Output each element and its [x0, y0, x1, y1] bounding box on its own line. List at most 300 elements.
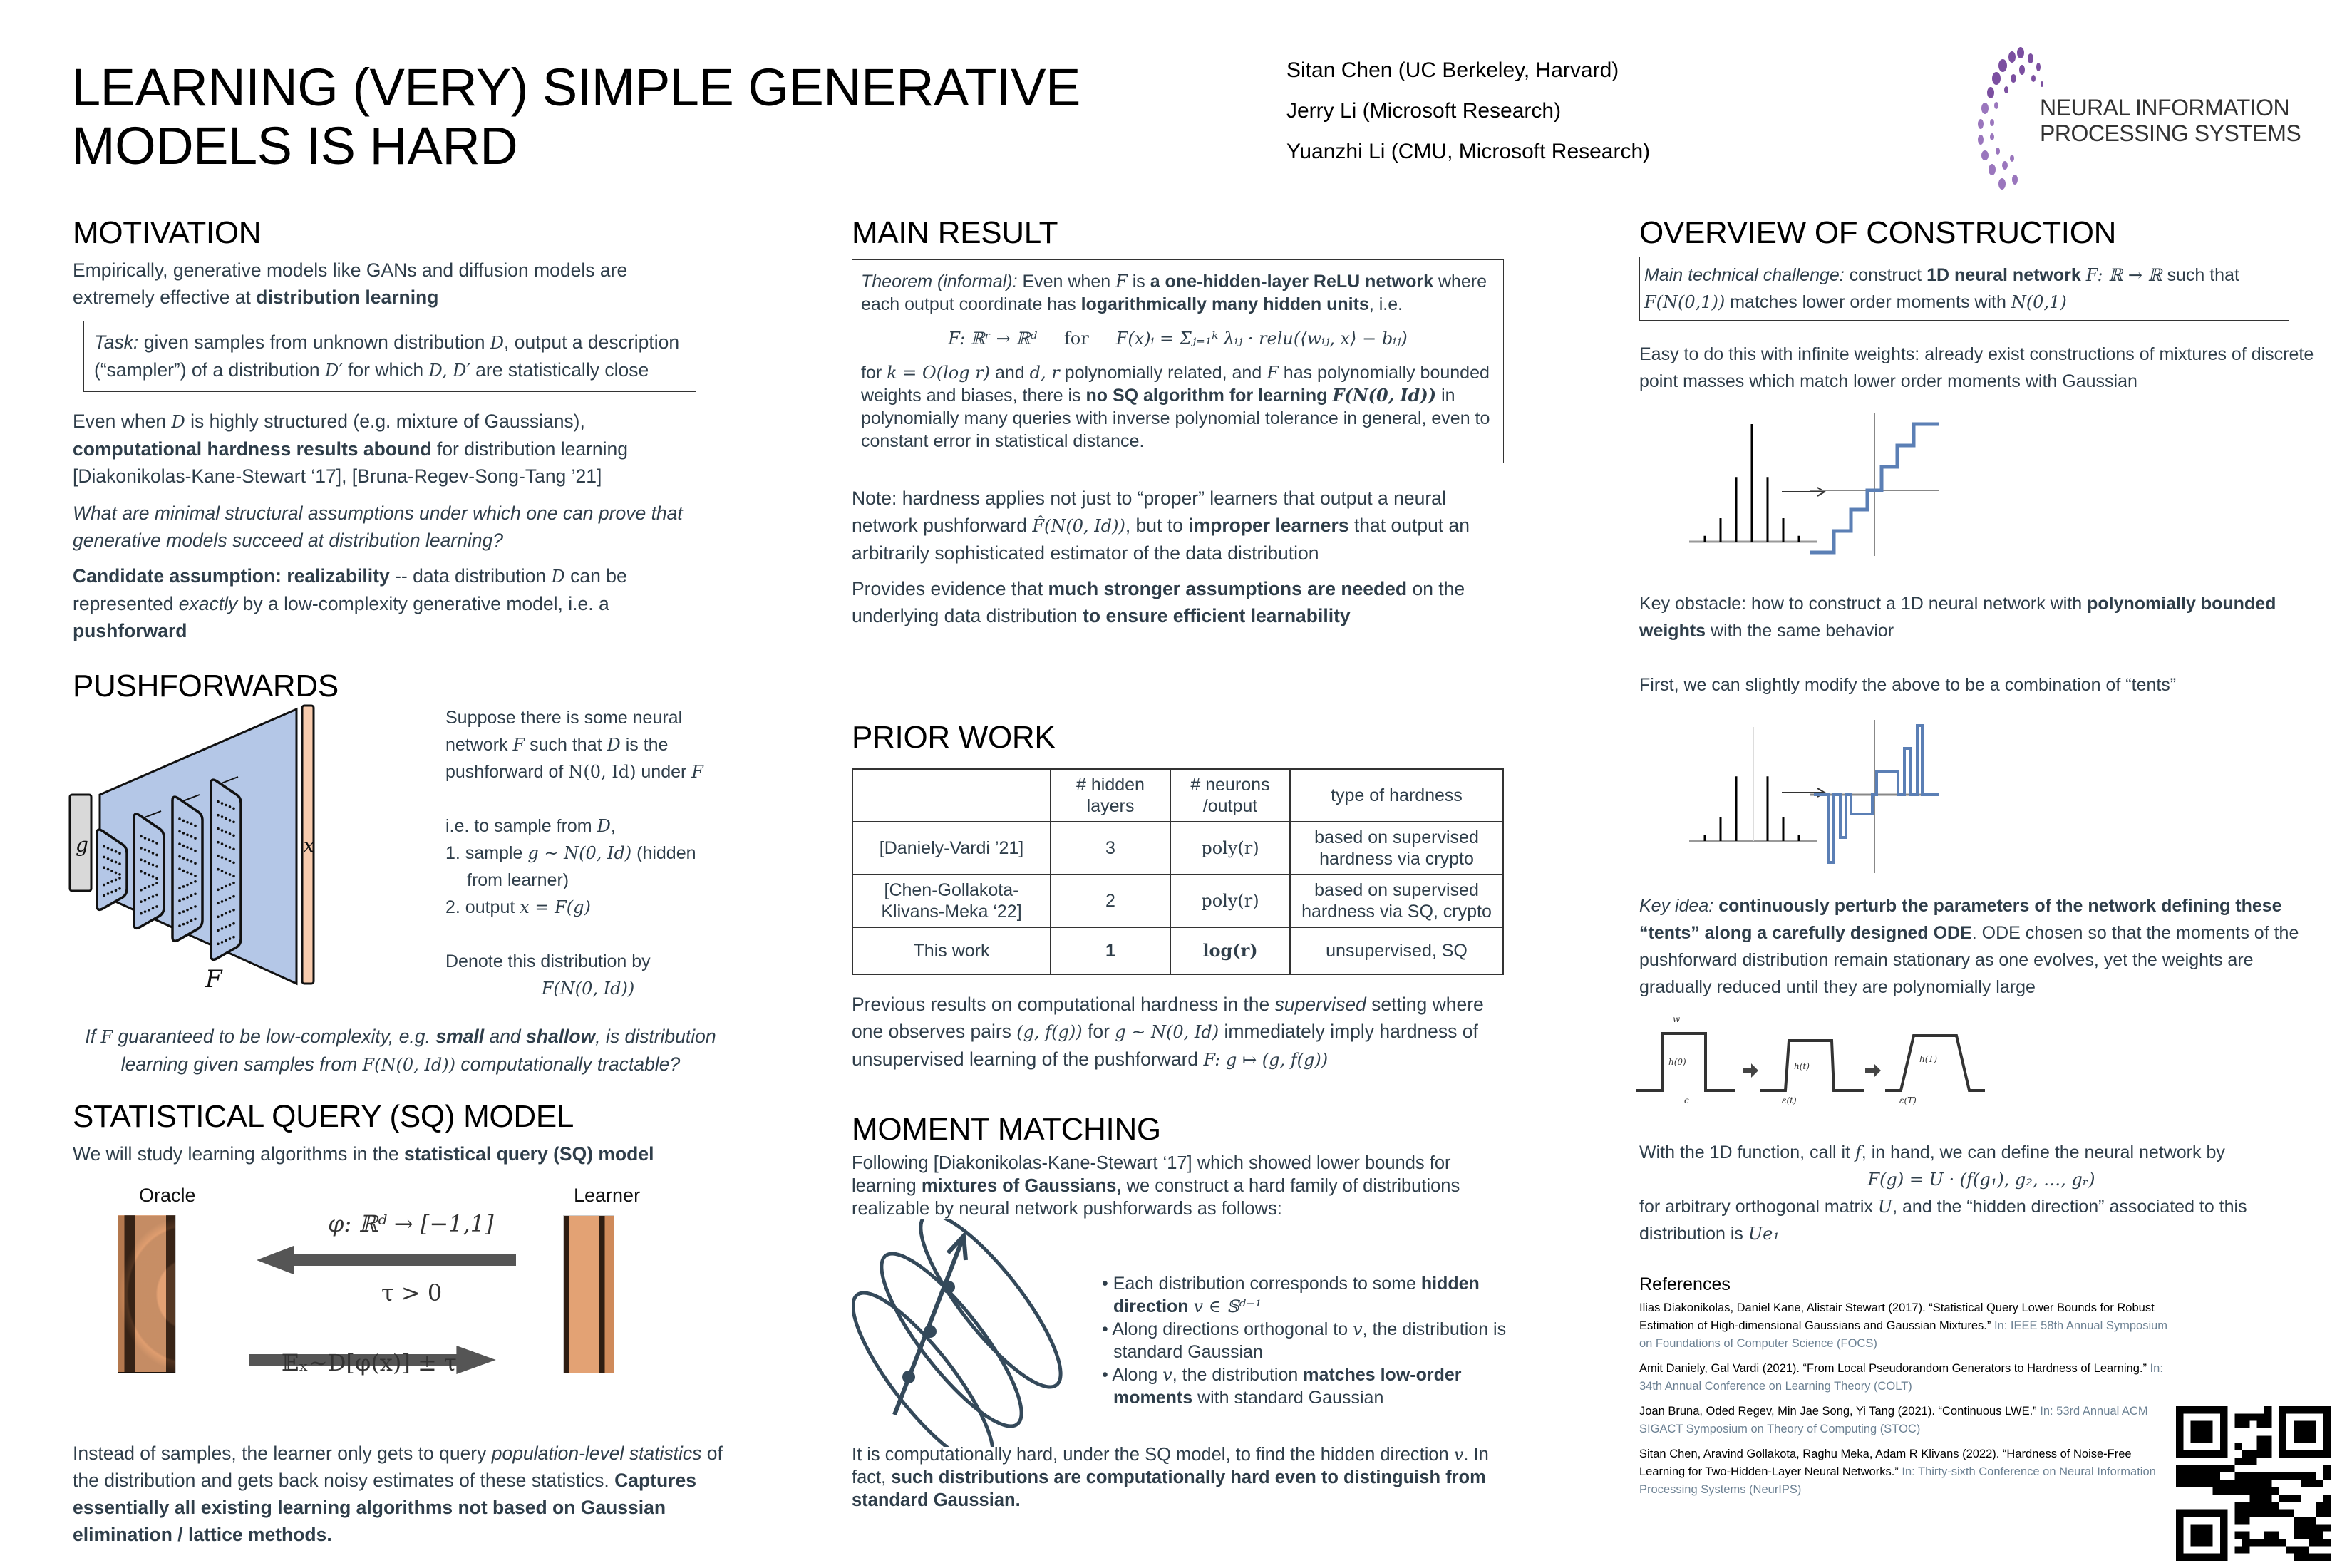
neuron-dot	[148, 909, 150, 912]
references	[1639, 1276, 2170, 1506]
qr-module	[2309, 1480, 2316, 1487]
neuron-dot	[194, 862, 197, 865]
neuron-dot	[229, 937, 232, 940]
neuron-dot	[178, 887, 181, 890]
qr-module	[2257, 1435, 2264, 1443]
neuron-dot	[144, 848, 147, 851]
qr-module	[2286, 1546, 2294, 1553]
qr-module	[2323, 1539, 2331, 1546]
qr-module	[2176, 1472, 2183, 1480]
sq-intro: We will study learning algorithms in the statistical query (SQ) model	[73, 1143, 654, 1165]
label-F: F	[205, 965, 222, 994]
qr-module	[2227, 1480, 2234, 1487]
neuron-dot	[144, 887, 147, 890]
moment-matching-conclusion: It is computationally hard, under the SQ model, to find the hidden direction v. In fact, such distributions are computationally hard even to distinguish from standard Gaussian.	[852, 1445, 1489, 1510]
neuron-dot	[217, 855, 220, 857]
qr-code-icon[interactable]	[2176, 1406, 2331, 1561]
qr-module	[2242, 1546, 2249, 1553]
qr-module	[2257, 1472, 2264, 1480]
reference-item: Joan Bruna, Oded Regev, Min Jae Song, Yi Tang (2021). “Continuous LWE.” In: 53rd Annual ACM SIGACT Symposium on Theory of Computing (STOC)	[1639, 1405, 2148, 1435]
neuron-dot	[190, 847, 193, 850]
neuron-dot	[178, 912, 181, 915]
neuron-dot	[144, 899, 147, 902]
neuron-dot	[225, 845, 227, 847]
neuron-dot	[190, 894, 193, 897]
qr-module	[2249, 1472, 2256, 1480]
neuron-dot	[182, 885, 185, 888]
neuron-dot	[107, 882, 110, 884]
evolution-arrows	[1743, 1063, 1881, 1078]
qr-module	[2294, 1495, 2301, 1502]
neuron-dot	[194, 880, 197, 883]
neuron-dot	[194, 850, 197, 852]
table-row: [Chen-Gollakota-Klivans-Meka ‘22] 2 poly(r) based on supervised hardness via SQ, crypto	[852, 875, 1503, 927]
qr-module	[2242, 1472, 2249, 1480]
moment-matching-intro: Following [Diakonikolas-Kane-Stewart ‘17] which showed lower bounds for learning mixtures of Gaussians, we construct a hard family of distributions realizable by neural network pushforwards as follows:	[852, 1153, 1460, 1219]
neuron-dot	[110, 859, 113, 862]
section-heading: PRIOR WORK	[852, 720, 1056, 755]
qr-module	[2309, 1539, 2316, 1546]
neuron-dot	[118, 887, 121, 890]
neuron-dot	[107, 857, 110, 860]
author: Yuanzhi Li (CMU, Microsoft Research)	[1286, 140, 1651, 163]
qr-module	[2301, 1532, 2309, 1539]
neuron-dot	[186, 846, 189, 849]
neuron-dot	[103, 845, 105, 848]
neuron-dot	[225, 939, 227, 942]
query-answer: 𝔼ₓ∼D[φ(x)] ± τ	[282, 1349, 457, 1376]
neuron-dot	[190, 882, 193, 884]
qr-module	[2257, 1495, 2264, 1502]
qr-module	[2294, 1546, 2301, 1553]
qr-module	[2279, 1510, 2286, 1517]
neuron-dot	[221, 856, 224, 859]
neuron-dot	[225, 885, 227, 888]
neuron-dot	[194, 837, 197, 840]
neuron-dot	[178, 867, 181, 870]
query-function: φ: ℝᵈ → [−1,1]	[328, 1210, 494, 1237]
qr-module	[2257, 1443, 2264, 1450]
neuron-dot	[152, 840, 155, 843]
sq-arrows	[249, 1212, 549, 1411]
neuron-dot	[221, 914, 224, 917]
neuron-dot	[118, 862, 121, 865]
qr-module	[2257, 1450, 2264, 1458]
neuron-dot	[152, 875, 155, 878]
qr-module	[2294, 1517, 2301, 1524]
neuron-dot	[155, 842, 158, 845]
qr-module	[2213, 1472, 2220, 1480]
qr-module	[2271, 1532, 2279, 1539]
neuron-dot	[225, 926, 227, 929]
step-2: 2. output x = F(g)	[445, 897, 591, 917]
neuron-dot	[232, 808, 235, 810]
neuron-dot	[229, 819, 232, 822]
svg-text:ε(T): ε(T)	[1899, 1095, 1917, 1105]
qr-module	[2309, 1554, 2316, 1561]
neuron-dot	[232, 862, 235, 865]
neuron-dot	[152, 895, 155, 898]
section-overview	[1639, 215, 2323, 395]
qr-module	[2264, 1472, 2271, 1480]
neuron-dot	[178, 855, 181, 858]
neuron-dot	[225, 858, 227, 861]
qr-module	[2257, 1539, 2264, 1546]
qr-module	[2301, 1546, 2309, 1553]
learner-image	[563, 1215, 614, 1373]
neuron-dot	[232, 821, 235, 824]
neuron-dot	[232, 909, 235, 912]
qr-module	[2242, 1458, 2249, 1465]
qr-finder	[2294, 1421, 2316, 1443]
neuron-dot	[232, 848, 235, 851]
neuron-dot	[190, 907, 193, 909]
qr-module	[2316, 1502, 2323, 1509]
neuron-dot	[229, 805, 232, 808]
neuron-dot	[118, 852, 121, 855]
qr-module	[2220, 1480, 2227, 1487]
neuron-dot	[225, 817, 227, 820]
tent-evolution-diagram	[1636, 1012, 2341, 1126]
qr-module	[2198, 1465, 2205, 1472]
neuron-dot	[229, 873, 232, 876]
neuron-dot	[232, 882, 235, 884]
qr-module	[2264, 1480, 2271, 1487]
neuron-dot	[178, 899, 181, 902]
table-row: [Daniely-Vardi ’21] 3 poly(r) based on supervised hardness via crypto	[852, 822, 1503, 875]
qr-module	[2301, 1554, 2309, 1561]
neuron-dot	[144, 872, 147, 875]
qr-module	[2235, 1510, 2242, 1517]
section-heading: OVERVIEW OF CONSTRUCTION	[1639, 215, 2117, 250]
qr-module	[2242, 1480, 2249, 1487]
qr-module	[2323, 1524, 2331, 1531]
neuron-dot	[229, 910, 232, 913]
hardness-paragraph: Even when D is highly structured (e.g. mixture of Gaussians), computational hardness results abound for distribution learning [Diakonikolas-Kane-Stewart ‘17], [Bruna-Regev-Song-Tang ’21]	[73, 411, 629, 487]
qr-module	[2191, 1465, 2198, 1472]
qr-module	[2242, 1532, 2249, 1539]
author: Jerry Li (Microsoft Research)	[1286, 99, 1562, 123]
author: Sitan Chen (UC Berkeley, Harvard)	[1286, 58, 1619, 82]
qr-module	[2279, 1472, 2286, 1480]
qr-module	[2301, 1524, 2309, 1531]
neuron-dot	[110, 870, 113, 872]
neuron-dot	[140, 889, 143, 892]
neuron-dot	[190, 835, 193, 838]
neuron-dot	[115, 889, 118, 892]
neuron-dot	[190, 860, 193, 863]
neuron-dot	[186, 834, 189, 837]
network-equation: F(g) = U · (f(g₁), g₂, …, gᵣ)	[1867, 1170, 2095, 1190]
neuron-dot	[232, 875, 235, 878]
section-heading: MOTIVATION	[73, 215, 262, 250]
neuron-dot	[148, 838, 150, 841]
logo-text: NEURAL INFORMATION PROCESSING SYSTEMS	[2040, 95, 2301, 146]
neuron-dot	[115, 861, 118, 864]
neuron-dot	[182, 910, 185, 913]
neuron-dot	[232, 835, 235, 837]
qr-module	[2235, 1502, 2242, 1509]
qr-module	[2286, 1472, 2294, 1480]
qr-module	[2183, 1480, 2190, 1487]
neuron-dot	[155, 882, 158, 884]
sq-explanation: Instead of samples, the learner only gets to query population-level statistics of the distribution and gets back noisy estimates of these statistics. Captures essentially all existing learning algorithms not based on Gaussian elimination / lattice methods.	[73, 1443, 723, 1545]
neuron-dot	[225, 804, 227, 807]
infinite-weights-note: Easy to do this with infinite weights: already exist constructions of mixtures of discrete point masses which match lower order moments with Gaussian	[1639, 344, 2314, 391]
qr-module	[2257, 1487, 2264, 1495]
neuron-dot	[148, 862, 150, 865]
svg-text:h(0): h(0)	[1668, 1057, 1686, 1067]
qr-module	[2271, 1472, 2279, 1480]
qr-module	[2264, 1532, 2271, 1539]
svg-text:h(T): h(T)	[1919, 1054, 1938, 1064]
table-header-row: # hidden layers # neurons /output type of hardness	[852, 769, 1503, 822]
pushforward-explanation: Suppose there is some neural network F such that D is the pushforward of N(0, Id) under F i.e. to sample from D, 1. sample g ~ N(0, Id) (hidden from learner) 2. output x = F(g) Denote this distribution by F(N(0, Id))	[445, 704, 731, 1002]
qr-module	[2249, 1480, 2256, 1487]
qr-module	[2294, 1524, 2301, 1531]
neuron-dot	[115, 850, 118, 853]
step-1: 1. sample g ~ N(0, Id) (hidden from learner)	[445, 843, 696, 890]
neuron-dot	[186, 871, 189, 874]
svg-text:ε(t): ε(t)	[1782, 1095, 1797, 1105]
qr-module	[2316, 1480, 2323, 1487]
neuron-dot	[155, 905, 158, 908]
qr-module	[2301, 1472, 2309, 1480]
qr-module	[2191, 1472, 2198, 1480]
neuron-dot	[232, 936, 235, 939]
qr-module	[2183, 1465, 2190, 1472]
neuron-dot	[144, 860, 147, 863]
neuron-dot	[217, 800, 220, 803]
neuron-dot	[194, 918, 197, 921]
qr-module	[2316, 1532, 2323, 1539]
qr-module	[2264, 1510, 2271, 1517]
qr-module	[2235, 1421, 2242, 1428]
key-idea: Key idea: continuously perturb the parameters of the network defining these “tents” along a carefully designed ODE. ODE chosen so that the moments of the pushforward distribution remain stationary as one evolves, yet the weights are gradually reduced until they are polynomially large	[1639, 896, 2299, 997]
section-prior-work	[852, 720, 1507, 1073]
neuron-dot	[178, 830, 181, 833]
qr-module	[2213, 1487, 2220, 1495]
neuron-dot	[110, 849, 113, 852]
neuron-dot	[194, 893, 197, 896]
section-sq-model	[73, 1099, 757, 1167]
neuron-dot	[229, 883, 232, 886]
title-line-1: LEARNING (VERY) SIMPLE GENERATIVE	[71, 58, 1080, 117]
neuron-dot	[221, 842, 224, 845]
neuron-dot	[221, 941, 224, 944]
prior-work-table	[852, 768, 1504, 975]
qr-module	[2316, 1554, 2323, 1561]
section-motivation	[73, 215, 714, 644]
section-heading: MAIN RESULT	[852, 215, 1058, 250]
title-line-2: MODELS IS HARD	[71, 116, 518, 175]
qr-module	[2249, 1502, 2256, 1509]
qr-module	[2235, 1480, 2242, 1487]
neuron-dot	[152, 907, 155, 910]
neuron-dot	[190, 822, 193, 825]
qr-module	[2316, 1510, 2323, 1517]
qr-module	[2213, 1480, 2220, 1487]
neuron-dot	[217, 868, 220, 871]
qr-module	[2257, 1413, 2264, 1420]
neuron-dot	[221, 900, 224, 903]
neuron-dot	[107, 892, 110, 895]
qr-module	[2294, 1472, 2301, 1480]
key-obstacle: Key obstacle: how to construct a 1D neural network with polynomially bounded weights with the same behavior First, we can slightly modify the above to be a combination of “tents”	[1639, 590, 2323, 698]
neuron-dot	[194, 875, 197, 877]
qr-module	[2235, 1532, 2242, 1539]
label-g: g	[76, 833, 88, 857]
gaussian-ellipse	[902, 1219, 1080, 1403]
qr-module	[2286, 1510, 2294, 1517]
qr-module	[2205, 1465, 2212, 1472]
neuron-dot	[221, 815, 224, 818]
qr-module	[2279, 1539, 2286, 1546]
neuron-dot	[152, 852, 155, 855]
neuron-dot	[107, 847, 110, 850]
qr-module	[2235, 1517, 2242, 1524]
evidence-note: Provides evidence that much stronger assumptions are needed on the underlying data distribution to ensure efficient learnability	[852, 578, 1465, 626]
qr-module	[2198, 1472, 2205, 1480]
challenge-box: Main technical challenge: construct 1D neural network F: ℝ → ℝ such that F(N(0,1)) matches lower order moments with N(0,1)	[1639, 257, 2289, 321]
section-pushforwards	[73, 669, 757, 704]
learner-label: Learner	[574, 1185, 641, 1206]
neuron-dot	[217, 827, 220, 830]
neuron-dot	[182, 845, 185, 847]
theorem-equation: F: ℝʳ → ℝᵈ for F(x)ᵢ = Σⱼ₌₁ᵏ λᵢⱼ · relu(⟨wᵢⱼ, x⟩ − bᵢⱼ)	[948, 329, 1408, 349]
qr-module	[2323, 1502, 2331, 1509]
label-x: x	[304, 835, 314, 857]
neuron-dot	[190, 919, 193, 922]
neuron-dot	[155, 894, 158, 897]
reference-item: Amit Daniely, Gal Vardi (2021). “From Local Pseudorandom Generators to Hardness of Learning.” In: 34th Annual Conference on Learning Theory (COLT)	[1639, 1362, 2163, 1393]
qr-module	[2227, 1487, 2234, 1495]
neuron-dot	[217, 841, 220, 844]
neuron-dot	[217, 916, 220, 919]
motivation-intro: Empirically, generative models like GANs and diffusion models are extremely effective at distribution learning	[73, 259, 628, 308]
gaussian-mixture-diagram	[852, 1219, 1087, 1447]
qr-module	[2183, 1472, 2190, 1480]
neuron-dot	[178, 924, 181, 927]
neuron-dot	[221, 802, 224, 805]
qr-module	[2220, 1465, 2227, 1472]
qr-module	[2257, 1480, 2264, 1487]
neuron-dot	[217, 889, 220, 892]
pushforward-diagram	[63, 702, 440, 1009]
qr-module	[2205, 1472, 2212, 1480]
qr-module	[2235, 1443, 2242, 1450]
qr-module	[2264, 1421, 2271, 1428]
neuron-dot	[148, 897, 150, 900]
qr-module	[2213, 1465, 2220, 1472]
qr-module	[2309, 1517, 2316, 1524]
qr-module	[2264, 1435, 2271, 1443]
neuron-dot	[186, 884, 189, 887]
qr-module	[2316, 1539, 2323, 1546]
neuron-dot	[194, 825, 197, 827]
qr-module	[2249, 1539, 2256, 1546]
neuron-dot	[152, 884, 155, 887]
oracle-image-inner	[118, 1215, 175, 1372]
qr-module	[2249, 1413, 2256, 1420]
neuron-dot	[186, 909, 189, 912]
qr-module	[2309, 1532, 2316, 1539]
qr-finder	[2191, 1421, 2213, 1443]
qr-module	[2271, 1510, 2279, 1517]
theorem-box: Theorem (informal): Even when F is a one-hidden-layer ReLU network where each output coordinate has logarithmically many hidden units, i.e. F: ℝʳ → ℝᵈ for F(x)ᵢ = Σⱼ₌₁ᵏ λᵢⱼ · relu(⟨wᵢⱼ, x⟩ − bᵢⱼ) for k = O(log r) and d, r polynomially related, and F has polynomially bounded weights and biases, there is no SQ algorithm for learning F(N(0, Id)) in polynomially many queries with inverse polynomial tolerance in general, even to constant error in statistical distance.	[852, 259, 1504, 463]
qr-module	[2205, 1480, 2212, 1487]
neuron-dot	[221, 927, 224, 930]
oracle-label: Oracle	[139, 1185, 196, 1206]
poster-title	[71, 58, 1140, 175]
qr-module	[2323, 1465, 2331, 1472]
neuron-dot	[140, 900, 143, 903]
neuron-dot	[217, 902, 220, 905]
qr-module	[2264, 1495, 2271, 1502]
reference-item: Ilias Diakonikolas, Daniel Kane, Alistair Stewart (2017). “Statistical Query Lower Bounds for Robust Estimation of High-dimensional Gaussians and Gaussian Mixtures.” In: IEEE 58th Annual Symposium on Foundations of Computer Science (FOCS)	[1639, 1301, 2168, 1350]
tent-middle	[1760, 1041, 1864, 1090]
neuron-dot	[217, 929, 220, 932]
qr-module	[2249, 1450, 2256, 1458]
qr-module	[2257, 1502, 2264, 1509]
neuron-dot	[140, 912, 143, 915]
qr-module	[2249, 1458, 2256, 1465]
qr-module	[2279, 1495, 2286, 1502]
tolerance: τ > 0	[381, 1279, 443, 1306]
neuron-dot	[221, 829, 224, 832]
qr-finder	[2191, 1524, 2213, 1546]
task-box: Task: given samples from unknown distribution D, output a description (“sampler”) of a distribution D′ for which D, D′ are statistically close	[83, 321, 696, 392]
qr-module	[2323, 1554, 2331, 1561]
network-definition: With the 1D function, call it f, in hand, we can define the neural network by F(g) = U · (f(g₁), g₂, …, gᵣ) for arbitrary orthogonal matrix U, and the “hidden direction” associated to this distribution is Ue₁	[1639, 1139, 2323, 1247]
qr-module	[2286, 1495, 2294, 1502]
neuron-dot	[155, 865, 158, 868]
qr-module	[2249, 1495, 2256, 1502]
neuron-dot	[155, 854, 158, 857]
svg-text:c: c	[1684, 1095, 1689, 1105]
qr-module	[2249, 1510, 2256, 1517]
qr-module	[2235, 1546, 2242, 1553]
qr-module	[2309, 1472, 2316, 1480]
section-heading: MOMENT MATCHING	[852, 1112, 1161, 1147]
neuron-dot	[186, 859, 189, 862]
section-heading: STATISTICAL QUERY (SQ) MODEL	[73, 1099, 574, 1134]
neuron-dot	[229, 924, 232, 927]
neuron-dot	[103, 884, 105, 887]
neuron-dot	[148, 850, 150, 853]
neuron-dot	[144, 910, 147, 913]
qr-module	[2235, 1487, 2242, 1495]
neuron-dot	[110, 891, 113, 894]
neuron-dot	[229, 860, 232, 862]
qr-module	[2264, 1502, 2271, 1509]
qr-module	[2264, 1487, 2271, 1495]
table-row-this-work: This work 1 log(r) unsupervised, SQ	[852, 927, 1503, 974]
qr-module	[2264, 1406, 2271, 1413]
qr-module	[2176, 1480, 2183, 1487]
tents-note: First, we can slightly modify the above to be a combination of “tents”	[1639, 675, 2177, 695]
candidate-assumption: Candidate assumption: realizability -- data distribution D can be represented exactly by a low-complexity generative model, i.e. a pushforward	[73, 565, 627, 641]
neuron-dot	[103, 866, 105, 869]
neuron-dot	[186, 921, 189, 924]
qr-module	[2242, 1421, 2249, 1428]
neuron-dot	[221, 870, 224, 872]
neuron-dot	[140, 847, 143, 850]
qr-module	[2323, 1495, 2331, 1502]
qr-module	[2294, 1532, 2301, 1539]
neuron-dot	[232, 895, 235, 898]
qr-module	[2242, 1539, 2249, 1546]
